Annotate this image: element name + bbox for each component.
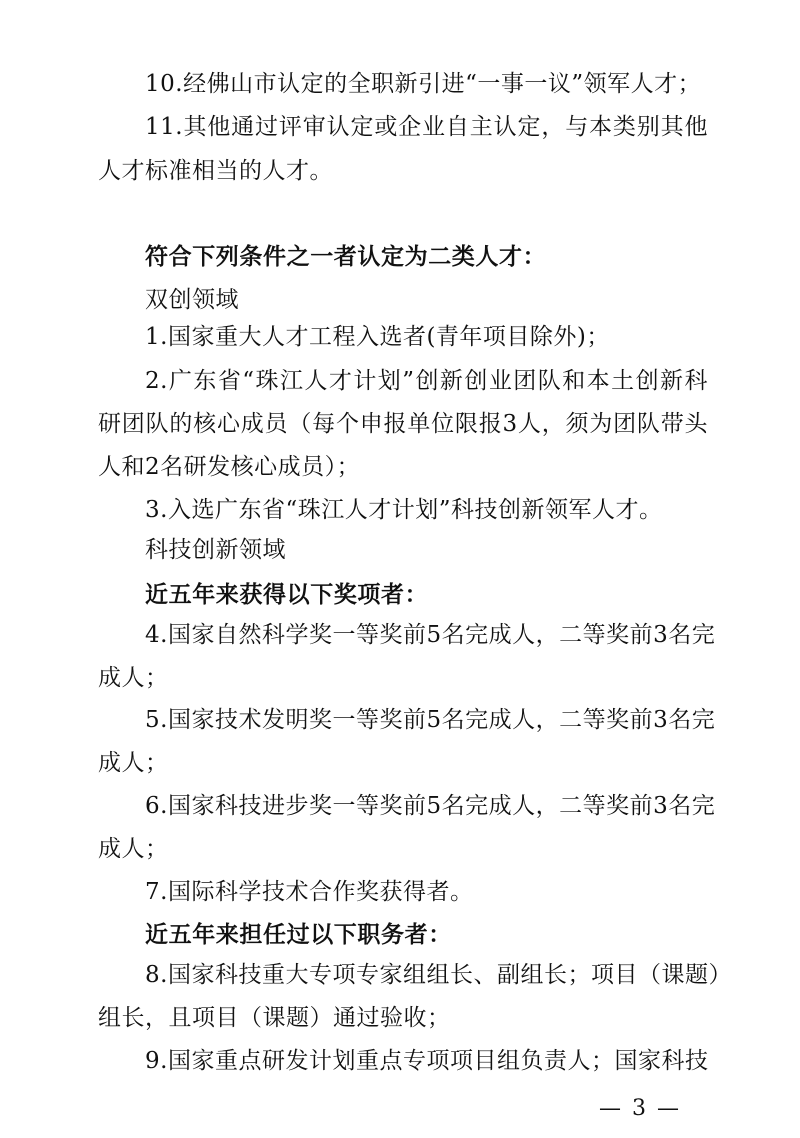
subheading-awards: 近五年来获得以下奖项者：	[145, 582, 429, 608]
item-3-line: 3.入选广东省“珠江人才计划”科技创新领军人才。	[145, 497, 663, 523]
item-5-line-2: 成人；	[98, 750, 169, 776]
page-number: — 3 —	[599, 1096, 681, 1121]
item-4-line-1: 4.国家自然科学奖一等奖前5名完成人，二等奖前3名完	[145, 622, 716, 648]
item-9-line-1: 9.国家重点研发计划重点专项项目组负责人；国家科技	[145, 1048, 709, 1074]
item-7-line: 7.国际科学技术合作奖获得者。	[145, 879, 474, 905]
item-10-line: 10.经佛山市认定的全职新引进“一事一议”领军人才；	[145, 71, 702, 97]
item-6-line-2: 成人；	[98, 836, 169, 862]
item-4-line-2: 成人；	[98, 665, 169, 691]
item-11-line-1: 11.其他通过评审认定或企业自主认定，与本类别其他	[145, 114, 708, 140]
item-1-line: 1.国家重大人才工程入选者(青年项目除外)；	[145, 324, 610, 350]
subheading-positions: 近五年来担任过以下职务者：	[145, 922, 452, 948]
item-2-line-3: 人和2名研发核心成员）；	[98, 454, 361, 480]
section-heading-class-two: 符合下列条件之一者认定为二类人才：	[145, 244, 547, 270]
item-8-line-1: 8.国家科技重大专项专家组组长、副组长；项目（课题）	[145, 962, 732, 988]
subheading-innovation-entrepreneurship: 双创领域	[145, 287, 239, 313]
item-8-line-2: 组长，且项目（课题）通过验收；	[98, 1005, 451, 1031]
item-11-line-2: 人才标准相当的人才。	[98, 158, 333, 184]
item-2-line-2: 研团队的核心成员（每个申报单位限报3人，须为团队带头	[98, 411, 708, 437]
subheading-tech-innovation: 科技创新领域	[145, 537, 286, 563]
item-2-line-1: 2.广东省“珠江人才计划”创新创业团队和本土创新科	[145, 368, 708, 394]
item-5-line-1: 5.国家技术发明奖一等奖前5名完成人，二等奖前3名完	[145, 707, 716, 733]
item-6-line-1: 6.国家科技进步奖一等奖前5名完成人，二等奖前3名完	[145, 793, 716, 819]
